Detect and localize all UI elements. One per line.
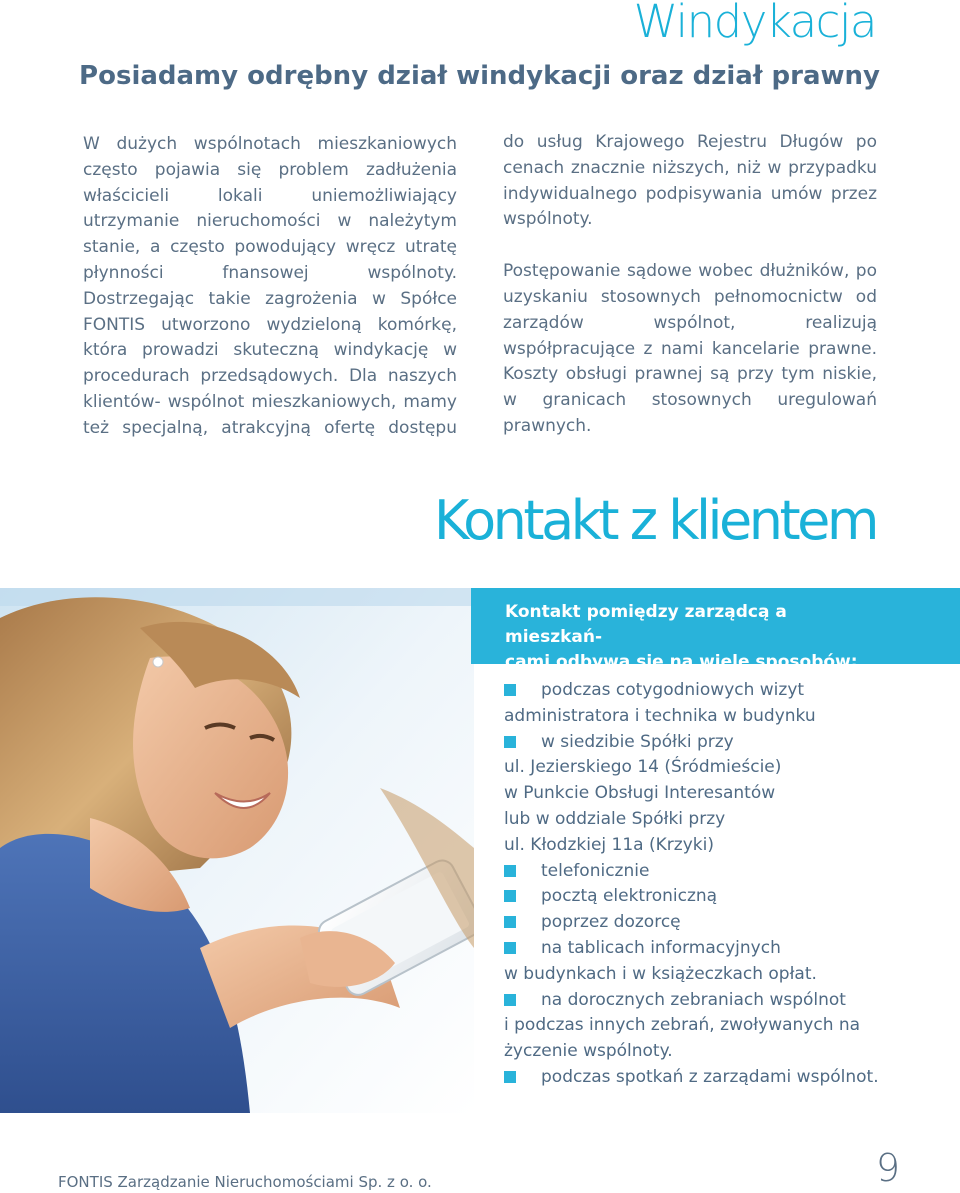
text-line: często pojawia się problem zadłużenia: [83, 159, 457, 180]
footer-company-name: FONTIS Zarządzanie Nieruchomościami Sp. z o. o.: [58, 1173, 432, 1191]
square-bullet-icon: [504, 916, 516, 928]
square-bullet-icon: [504, 890, 516, 902]
intro-right-column: [503, 130, 877, 440]
list-item-continuation: i podczas innych zebrań, zwoływanych na: [504, 1015, 861, 1036]
list-item: [504, 936, 934, 988]
text-line: która prowadzi skuteczną windykację: [83, 340, 429, 361]
info-line: cami odbywa się na wiele sposobów:: [505, 652, 858, 672]
text-line: stanie, a często powodujący wręcz: [83, 237, 396, 258]
section-subtitle: Posiadamy odrębny dział windykacji oraz dział prawny: [79, 61, 880, 91]
list-item-continuation: ul. Jezierskiego 14 (Śródmieście): [504, 757, 782, 778]
intro-right-paragraph-2: [503, 259, 877, 440]
list-item: [504, 884, 934, 910]
list-item-continuation: ul. Kłodzkiej 11a (Krzyki): [504, 834, 714, 855]
list-item: [504, 730, 934, 859]
text-line: prawnej są przy tym niskie, w granicach: [503, 364, 877, 411]
list-item-text: podczas cotygodniowych wizyt: [541, 680, 805, 700]
list-item-continuation: lub w oddziale Spółki przy: [504, 808, 726, 829]
square-bullet-icon: [504, 1071, 516, 1083]
list-item-continuation: w budynkach i w książeczkach opłat.: [504, 963, 817, 984]
text-line: cenach znacznie niższych, niż w przypadku: [503, 157, 877, 178]
text-line: W dużych wspólnotach mieszkaniowych: [83, 134, 457, 154]
list-item: [504, 859, 934, 885]
text-line: Dostrzegając takie zagrożenia w Spółce: [83, 288, 457, 309]
text-line: wspólnoty.: [503, 209, 593, 230]
square-bullet-icon: [504, 942, 516, 954]
list-item: [504, 988, 934, 1065]
text-line: stosownych uregulowań prawnych.: [503, 390, 877, 436]
info-line: Kontakt pomiędzy zarządcą a mieszkań-: [505, 602, 787, 647]
text-line: indywidualnego podpisywania umów przez: [503, 183, 877, 204]
text-line: właścicieli lokali uniemożliwiający: [83, 185, 457, 206]
list-item-continuation: w Punkcie Obsługi Interesantów: [504, 783, 776, 804]
text-line: klientów- wspólnot mieszkaniowych, mamy: [83, 391, 457, 412]
text-line: uzyskaniu stosownych pełnomocnictw od: [503, 286, 877, 307]
intro-left-paragraph: [83, 132, 457, 442]
section-title: Windykacja: [633, 0, 876, 48]
contact-info-text: [505, 600, 865, 675]
text-line: utratę płynności fnansowej wspólnoty.: [83, 237, 458, 283]
woman-with-phone-photo: [0, 588, 474, 1113]
list-item-continuation: życzenie wspólnoty.: [504, 1041, 673, 1062]
list-item-text: na tablicach informacyjnych: [541, 937, 781, 958]
list-item-continuation: administratora i technika w budynku: [504, 705, 816, 726]
text-line: utrzymanie nieruchomości w należytym: [83, 211, 457, 232]
list-item: [504, 678, 934, 730]
text-line: w procedurach przedsądowych. Dla naszych: [83, 340, 457, 387]
contact-methods-list: [504, 678, 934, 1091]
square-bullet-icon: [504, 684, 516, 696]
intro-left-column: [83, 132, 457, 442]
square-bullet-icon: [504, 865, 516, 877]
intro-right-paragraph-1: [503, 130, 877, 233]
text-line: z nami kancelarie prawne. Koszty obsługi: [503, 338, 877, 385]
contact-info-box: [471, 588, 960, 672]
page-number: 9: [875, 1146, 900, 1190]
list-item-text: podczas spotkań z zarządami wspólnot.: [541, 1066, 879, 1087]
list-item-text: w siedzibie Spółki przy: [541, 731, 734, 752]
text-line: Postępowanie sądowe wobec dłużników, po: [503, 261, 877, 282]
text-line: zarządów wspólnot, realizują współpracujące: [503, 312, 877, 359]
contact-heading: Kontakt z klientem: [433, 489, 876, 552]
list-item-text: na dorocznych zebraniach wspólnot: [541, 989, 846, 1010]
list-item-text: telefonicznie: [541, 860, 650, 881]
list-item: [504, 910, 934, 936]
list-item-text: poprzez dozorcę: [541, 912, 681, 933]
text-line: do usług Krajowego Rejestru Długów po: [503, 132, 877, 152]
square-bullet-icon: [504, 736, 516, 748]
text-line: też specjalną, atrakcyjną ofertę dostępu: [83, 417, 457, 438]
list-item: [504, 1065, 934, 1091]
text-line: FONTIS utworzono wydzieloną komórkę,: [83, 314, 457, 335]
list-item-text: pocztą elektroniczną: [541, 886, 718, 907]
square-bullet-icon: [504, 994, 516, 1006]
